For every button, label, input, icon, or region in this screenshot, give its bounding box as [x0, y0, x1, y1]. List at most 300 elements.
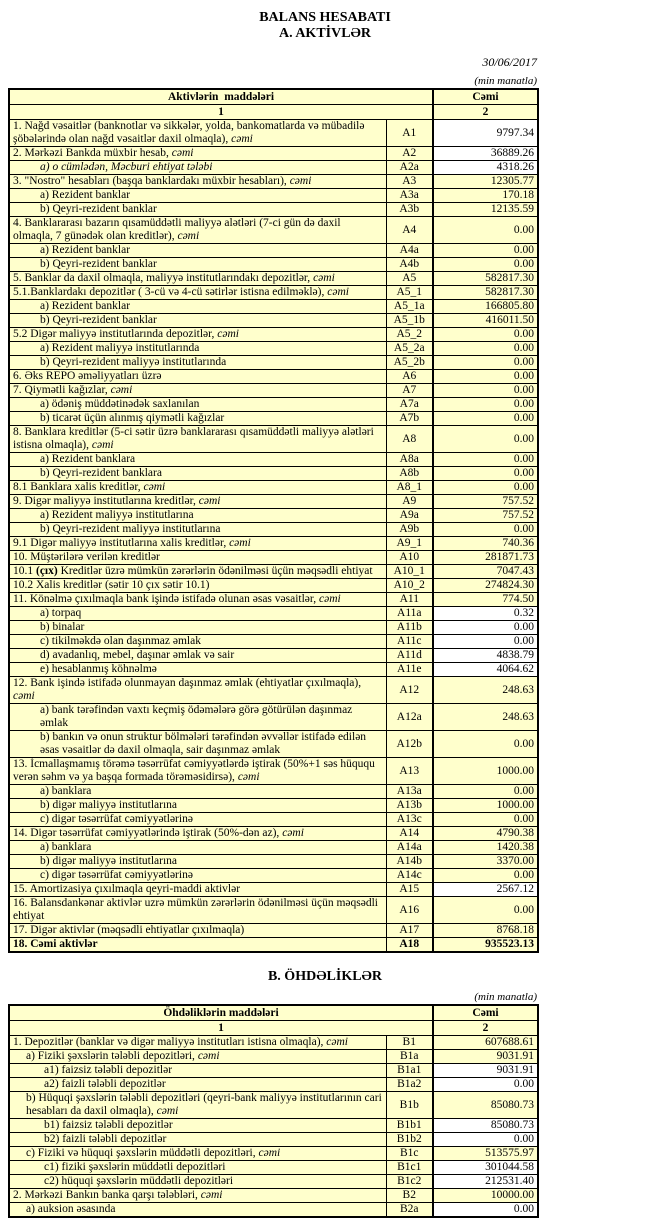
label-segment: 11. Könəlmə çıxılmaqla bank işində istifadə olunan əsas vəsaitlər,	[13, 593, 320, 605]
row-value-A8a: 0.00	[433, 453, 538, 467]
row-label-A10_2	[9, 579, 386, 593]
row-code-A3a: A3a	[386, 189, 433, 203]
label-segment: cəmi	[313, 272, 335, 284]
row-label-A14a	[9, 841, 386, 855]
label-segment: cəmi	[229, 537, 251, 549]
unit-note-liabilities: (min manatla)	[474, 991, 537, 1003]
row-code-B1c1: B1c1	[386, 1161, 433, 1175]
row-value-A5: 582817.30	[433, 272, 538, 286]
row-label-A14	[9, 827, 386, 841]
row-code-A11b: A11b	[386, 621, 433, 635]
label-segment: b) Qeyri-rezident banklar	[40, 258, 157, 270]
row-label-A13a	[9, 785, 386, 799]
row-code-A8_1: A8_1	[386, 481, 433, 495]
assets-row-A10_1	[9, 565, 538, 579]
row-value-A11c: 0.00	[433, 635, 538, 649]
label-segment: 8. Banklara kreditlər (5-ci sətir üzrə banklararası qısamüddətli maliyyə alətləri istisna olmaqla),	[13, 426, 374, 451]
row-value-B1c2: 212531.40	[433, 1175, 538, 1189]
row-label-A11e	[9, 663, 386, 677]
assets-items-column-header: Aktivlərin maddələri	[9, 89, 433, 105]
row-label-A17	[9, 924, 386, 938]
assets-row-A12	[9, 677, 538, 704]
liabilities-row-B1a2	[9, 1078, 538, 1092]
row-code-A12a: A12a	[386, 704, 433, 731]
row-code-B1b: B1b	[386, 1092, 433, 1119]
row-value-A12a: 248.63	[433, 704, 538, 731]
label-segment: b) Hüquqi şəxslərin tələbli depozitləri (qeyri-bank maliyyə institutlarının cari hesabları da daxil olmaqla),	[26, 1092, 382, 1117]
row-label-A13	[9, 758, 386, 785]
row-value-A3a: 170.18	[433, 189, 538, 203]
assets-row-A8	[9, 426, 538, 453]
row-code-B1b1: B1b1	[386, 1119, 433, 1133]
assets-row-A14b	[9, 855, 538, 869]
row-value-A5_1a: 166805.80	[433, 300, 538, 314]
row-label-A11	[9, 593, 386, 607]
row-label-A14b	[9, 855, 386, 869]
row-label-A9	[9, 495, 386, 509]
label-segment: a) Rezident maliyyə institutlarında	[40, 342, 200, 354]
row-code-A5_1b: A5_1b	[386, 314, 433, 328]
row-value-A5_2: 0.00	[433, 328, 538, 342]
label-segment: a) Rezident banklara	[40, 453, 136, 465]
row-label-B1c	[9, 1147, 386, 1161]
row-value-B1: 607688.61	[433, 1036, 538, 1050]
row-label-A7a	[9, 398, 386, 412]
label-segment: cəmi	[110, 384, 133, 396]
assets-row-A14c	[9, 869, 538, 883]
liabilities-row-B1b1	[9, 1119, 538, 1133]
row-code-A5_1: A5_1	[386, 286, 433, 300]
row-label-A5	[9, 272, 386, 286]
liabilities-table-body	[9, 1036, 538, 1218]
liabilities-items-column-header: Öhdəliklərin maddələri	[9, 1005, 433, 1021]
row-code-A9a: A9a	[386, 509, 433, 523]
row-value-B1a2: 0.00	[433, 1078, 538, 1092]
label-segment: cəmi	[237, 771, 260, 783]
label-segment: (çıx)	[36, 565, 58, 577]
row-value-A8_1: 0.00	[433, 481, 538, 495]
row-label-A12b	[9, 731, 386, 758]
row-code-A9: A9	[386, 495, 433, 509]
label-segment: c) tikilməkdə olan daşınmaz əmlak	[40, 635, 201, 647]
label-segment: a1) faizsiz tələbli depozitlər	[44, 1064, 173, 1076]
label-segment: 5.1.Banklardakı depozitlər ( 3-cü və 4-cü sətirlər istisna edilməklə),	[13, 286, 328, 298]
row-label-A7	[9, 384, 386, 398]
row-label-A11b	[9, 621, 386, 635]
label-segment: c) digər təsərrüfat cəmiyyətlərinə	[40, 813, 193, 825]
label-segment: cəmi	[319, 593, 341, 605]
row-value-A4: 0.00	[433, 217, 538, 244]
label-segment: 13. İcmallaşmamış törəmə təsərrüfat cəmiyyətlərdə iştirak (50%+1 səs hüququ verən səhm və ya başqa formada törəməsidirsə),	[13, 758, 375, 783]
row-label-A11a	[9, 607, 386, 621]
row-code-A14c: A14c	[386, 869, 433, 883]
label-segment: cəmi	[13, 690, 35, 702]
row-value-A15: 2567.12	[433, 883, 538, 897]
label-segment: Kreditlər üzrə mümkün zərərlərin ödənilməsi üçün məqsədli ehtiyat	[57, 565, 373, 577]
row-value-A2: 36889.26	[433, 147, 538, 161]
label-segment: 15. Amortizasiya çıxılmaqla qeyri-maddi aktivlər	[13, 883, 241, 895]
liabilities-row-B1c2	[9, 1175, 538, 1189]
row-code-A11d: A11d	[386, 649, 433, 663]
row-code-A14b: A14b	[386, 855, 433, 869]
row-label-A2a	[9, 161, 386, 175]
label-segment: a) torpaq	[40, 607, 82, 619]
row-code-A3: A3	[386, 175, 433, 189]
row-value-A14b: 3370.00	[433, 855, 538, 869]
assets-row-A14a	[9, 841, 538, 855]
row-label-B1a2	[9, 1078, 386, 1092]
row-label-B1a1	[9, 1064, 386, 1078]
row-label-B1b	[9, 1092, 386, 1119]
label-segment: b) binalar	[40, 621, 85, 633]
row-value-A13: 1000.00	[433, 758, 538, 785]
row-value-A9_1: 740.36	[433, 537, 538, 551]
assets-row-A5_1a	[9, 300, 538, 314]
assets-total-column-header: Cəmi	[433, 89, 538, 105]
row-value-B1c1: 301044.58	[433, 1161, 538, 1175]
row-label-A9_1	[9, 537, 386, 551]
assets-row-A11d	[9, 649, 538, 663]
assets-row-A4b	[9, 258, 538, 272]
row-code-B1c2: B1c2	[386, 1175, 433, 1189]
label-segment: b) Qeyri-rezident banklara	[40, 467, 162, 479]
assets-row-A3b	[9, 203, 538, 217]
assets-table-body	[9, 120, 538, 953]
row-value-B1b: 85080.73	[433, 1092, 538, 1119]
assets-row-A8b	[9, 467, 538, 481]
label-segment: c) digər təsərrüfat cəmiyyətlərinə	[40, 869, 193, 881]
assets-row-A8_1	[9, 481, 538, 495]
assets-header-row	[9, 89, 538, 105]
liabilities-colnum-1: 1	[9, 1021, 433, 1036]
label-segment: 5. Banklar da daxil olmaqla, maliyyə institutlarındakı depozitlər,	[13, 272, 314, 284]
row-code-B2a: B2a	[386, 1203, 433, 1218]
label-segment: b1) faizsiz tələbli depozitlər	[44, 1119, 173, 1131]
assets-row-A1	[9, 120, 538, 147]
label-segment: b) bankın və onun struktur bölmələri tərəfindən əvvəllər istifadə edilən əsas vəsaitlər də daxil olmaqla, sair daşınmaz əmlak	[40, 731, 367, 756]
row-code-B1b2: B1b2	[386, 1133, 433, 1147]
liabilities-row-B2a	[9, 1203, 538, 1218]
row-value-A13c: 0.00	[433, 813, 538, 827]
liabilities-row-B1c1	[9, 1161, 538, 1175]
label-segment: e) hesablanmış köhnəlmə	[40, 663, 157, 675]
row-value-A10_2: 274824.30	[433, 579, 538, 593]
label-segment: 9. Digər maliyyə institutlarına kreditlər,	[13, 495, 199, 507]
report-title: BALANS HESABATI	[259, 10, 391, 25]
row-code-A4b: A4b	[386, 258, 433, 272]
row-value-A13a: 0.00	[433, 785, 538, 799]
label-segment: a) Fiziki şəxslərin tələbli depozitləri,	[26, 1050, 198, 1062]
label-segment: b) Qeyri-rezident banklar	[40, 203, 157, 215]
row-code-A2: A2	[386, 147, 433, 161]
assets-row-A7	[9, 384, 538, 398]
row-label-B1b1	[9, 1119, 386, 1133]
row-code-A10: A10	[386, 551, 433, 565]
row-value-A4b: 0.00	[433, 258, 538, 272]
row-label-A4b	[9, 258, 386, 272]
row-code-B1: B1	[386, 1036, 433, 1050]
row-value-A11a: 0.32	[433, 607, 538, 621]
liabilities-row-B1a1	[9, 1064, 538, 1078]
row-code-A7b: A7b	[386, 412, 433, 426]
assets-row-A16	[9, 897, 538, 924]
row-value-A14: 4790.38	[433, 827, 538, 841]
row-code-A4a: A4a	[386, 244, 433, 258]
label-segment: 9.1 Digər maliyyə institutlarına xalis kreditlər,	[13, 537, 230, 549]
assets-row-A10_2	[9, 579, 538, 593]
row-value-A5_2b: 0.00	[433, 356, 538, 370]
assets-row-A12b	[9, 731, 538, 758]
assets-row-A5_1	[9, 286, 538, 300]
assets-row-A11a	[9, 607, 538, 621]
row-value-A5_1b: 416011.50	[433, 314, 538, 328]
label-segment: cəmi	[91, 439, 114, 451]
label-segment: 12. Bank işində istifadə olunmayan daşınmaz əmlak (ehtiyatlar çıxılmaqla),	[13, 677, 362, 689]
row-label-A3a	[9, 189, 386, 203]
label-segment: cəmi	[217, 328, 239, 340]
section-a-title: A. AKTİVLƏR	[278, 26, 372, 41]
liabilities-row-B1b2	[9, 1133, 538, 1147]
row-label-A6	[9, 370, 386, 384]
assets-row-A6	[9, 370, 538, 384]
row-code-B1c: B1c	[386, 1147, 433, 1161]
label-segment: 8.1 Banklara xalis kreditlər,	[13, 481, 144, 493]
row-label-A8b	[9, 467, 386, 481]
label-segment: a) Rezident banklar	[40, 300, 131, 312]
row-label-A2	[9, 147, 386, 161]
label-segment: cəmi	[326, 1036, 349, 1048]
assets-colnum-2: 2	[433, 105, 538, 120]
row-label-B2	[9, 1189, 386, 1203]
row-value-A18: 935523.13	[433, 938, 538, 953]
row-label-A7b	[9, 412, 386, 426]
label-segment: 14. Digər təsərrüfat cəmiyyətlərində iştirak (50%-dən az),	[13, 827, 283, 839]
row-code-A12: A12	[386, 677, 433, 704]
row-code-A8a: A8a	[386, 453, 433, 467]
assets-row-A11c	[9, 635, 538, 649]
report-date: 30/06/2017	[482, 55, 537, 69]
row-code-A15: A15	[386, 883, 433, 897]
assets-row-A4	[9, 217, 538, 244]
liabilities-row-B1	[9, 1036, 538, 1050]
label-segment: b2) faizli tələbli depozitlər	[44, 1133, 167, 1145]
row-value-A11d: 4838.79	[433, 649, 538, 663]
row-code-A7a: A7a	[386, 398, 433, 412]
row-value-A17: 8768.18	[433, 924, 538, 938]
assets-row-A10	[9, 551, 538, 565]
label-segment: cəmi	[258, 1147, 281, 1159]
row-label-A3b	[9, 203, 386, 217]
assets-row-A11	[9, 593, 538, 607]
row-label-A18	[9, 938, 386, 953]
row-label-B1b2	[9, 1133, 386, 1147]
row-label-A5_2	[9, 328, 386, 342]
row-code-A2a: A2a	[386, 161, 433, 175]
row-label-A4a	[9, 244, 386, 258]
row-label-A5_2a	[9, 342, 386, 356]
row-value-A14c: 0.00	[433, 869, 538, 883]
row-code-A14a: A14a	[386, 841, 433, 855]
label-segment: cəmi	[156, 1105, 179, 1117]
row-value-A8b: 0.00	[433, 467, 538, 481]
row-label-A12	[9, 677, 386, 704]
row-value-A9: 757.52	[433, 495, 538, 509]
liabilities-header-row	[9, 1005, 538, 1021]
assets-row-A3	[9, 175, 538, 189]
label-segment: a) banklara	[40, 785, 92, 797]
row-label-A9a	[9, 509, 386, 523]
row-label-A5_1a	[9, 300, 386, 314]
assets-row-A5_2a	[9, 342, 538, 356]
row-code-A5: A5	[386, 272, 433, 286]
row-value-A9b: 0.00	[433, 523, 538, 537]
row-value-B1b2: 0.00	[433, 1133, 538, 1147]
row-label-B1	[9, 1036, 386, 1050]
assets-row-A2a	[9, 161, 538, 175]
label-segment: cəmi	[282, 827, 304, 839]
row-code-A5_2b: A5_2b	[386, 356, 433, 370]
label-segment: a) bank tərəfindən vaxtı keçmiş ödəmələrə görə götürülən daşınmaz əmlak	[40, 704, 353, 729]
assets-row-A14	[9, 827, 538, 841]
row-label-A4	[9, 217, 386, 244]
row-code-A5_2: A5_2	[386, 328, 433, 342]
row-value-A2a: 4318.26	[433, 161, 538, 175]
assets-row-A13b	[9, 799, 538, 813]
liabilities-colnum-row	[9, 1021, 538, 1036]
label-segment: 1. Nağd vəsaitlər (banknotlar və sikkələr, yolda, bankomatlarda və mübadilə şöbələrində olan nağd vəsaitlər daxil olmaqla),	[13, 120, 365, 145]
assets-table	[8, 88, 539, 953]
row-code-A9_1: A9_1	[386, 537, 433, 551]
row-code-A13c: A13c	[386, 813, 433, 827]
assets-row-A4a	[9, 244, 538, 258]
label-segment: cəmi	[327, 286, 349, 298]
label-segment: 2. Mərkəzi Bankın banka qarşı tələbləri,	[13, 1189, 201, 1201]
assets-row-A5_1b	[9, 314, 538, 328]
row-code-A10_1: A10_1	[386, 565, 433, 579]
label-segment: b) Qeyri-rezident banklar	[40, 314, 157, 326]
row-label-A16	[9, 897, 386, 924]
liabilities-row-B1a	[9, 1050, 538, 1064]
label-segment: a) Rezident maliyyə institutlarına	[40, 509, 194, 521]
label-segment: 10. Müştərilərə verilən kreditlər	[13, 551, 160, 563]
label-segment: b) digər maliyyə institutlarına	[40, 799, 178, 811]
assets-row-A18	[9, 938, 538, 953]
liabilities-row-B1c	[9, 1147, 538, 1161]
row-value-A6: 0.00	[433, 370, 538, 384]
row-label-A8_1	[9, 481, 386, 495]
unit-note-assets: (min manatla)	[474, 75, 537, 87]
label-segment: a2) faizli tələbli depozitlər	[44, 1078, 166, 1090]
row-label-A5_1b	[9, 314, 386, 328]
row-value-A3: 12305.77	[433, 175, 538, 189]
liabilities-total-column-header: Cəmi	[433, 1005, 538, 1021]
liabilities-row-B2	[9, 1189, 538, 1203]
row-value-A8: 0.00	[433, 426, 538, 453]
assets-row-A8a	[9, 453, 538, 467]
row-label-A5_1	[9, 286, 386, 300]
label-segment: cəmi	[198, 495, 221, 507]
label-segment: c) Fiziki və hüquqi şəxslərin müddətli depozitləri,	[26, 1147, 259, 1159]
label-segment: 1. Depozitlər (banklar və digər maliyyə institutları istisna olmaqla),	[13, 1036, 327, 1048]
assets-row-A9_1	[9, 537, 538, 551]
assets-row-A13	[9, 758, 538, 785]
liabilities-row-B1b	[9, 1092, 538, 1119]
row-label-A9b	[9, 523, 386, 537]
label-segment: cəmi	[197, 1050, 220, 1062]
row-code-A8b: A8b	[386, 467, 433, 481]
row-value-A5_1: 582817.30	[433, 286, 538, 300]
assets-row-A13a	[9, 785, 538, 799]
row-label-A11c	[9, 635, 386, 649]
row-code-A7: A7	[386, 384, 433, 398]
row-value-A7: 0.00	[433, 384, 538, 398]
row-code-A11: A11	[386, 593, 433, 607]
label-segment: 5.2 Digər maliyyə institutlarında depozitlər,	[13, 328, 218, 340]
label-segment: c2) hüquqi şəxslərin müddətli depozitləri	[44, 1175, 234, 1187]
row-code-A5_1a: A5_1a	[386, 300, 433, 314]
row-value-A11: 774.50	[433, 593, 538, 607]
assets-row-A9	[9, 495, 538, 509]
row-label-B1c2	[9, 1175, 386, 1189]
row-value-B1b1: 85080.73	[433, 1119, 538, 1133]
assets-row-A11e	[9, 663, 538, 677]
label-segment: cəmi	[289, 175, 312, 187]
assets-row-A13c	[9, 813, 538, 827]
row-value-A5_2a: 0.00	[433, 342, 538, 356]
assets-row-A5	[9, 272, 538, 286]
row-label-A1	[9, 120, 386, 147]
row-code-A5_2a: A5_2a	[386, 342, 433, 356]
assets-row-A17	[9, 924, 538, 938]
label-segment: cəmi	[171, 147, 194, 159]
label-segment: b) Qeyri-rezident maliyyə institutlarında	[40, 356, 227, 368]
row-value-A11e: 4064.62	[433, 663, 538, 677]
label-segment: a) Rezident banklar	[40, 244, 131, 256]
row-value-A14a: 1420.38	[433, 841, 538, 855]
label-segment: cəmi	[143, 481, 166, 493]
row-value-A10_1: 7047.43	[433, 565, 538, 579]
row-code-A13b: A13b	[386, 799, 433, 813]
assets-row-A2	[9, 147, 538, 161]
row-label-A13c	[9, 813, 386, 827]
row-code-A14: A14	[386, 827, 433, 841]
label-segment: a) banklara	[40, 841, 92, 853]
label-segment: b) digər maliyyə institutlarına	[40, 855, 178, 867]
row-code-A11c: A11c	[386, 635, 433, 649]
label-segment: 10.1	[13, 565, 36, 577]
label-segment: 7. Qiymətli kağızlar,	[13, 384, 111, 396]
row-value-A16: 0.00	[433, 897, 538, 924]
label-segment: 18. Cəmi aktivlər	[13, 938, 98, 950]
assets-row-A12a	[9, 704, 538, 731]
row-label-A8a	[9, 453, 386, 467]
row-code-B1a: B1a	[386, 1050, 433, 1064]
row-label-B2a	[9, 1203, 386, 1218]
row-code-B1a2: B1a2	[386, 1078, 433, 1092]
row-code-A18: A18	[386, 938, 433, 953]
row-code-A1: A1	[386, 120, 433, 147]
label-segment: b) ticarət üçün alınmış qiymətli kağızlar	[40, 412, 225, 424]
label-segment: b) Qeyri-rezident maliyyə institutlarına	[40, 523, 221, 535]
row-code-A8: A8	[386, 426, 433, 453]
row-value-B1a: 9031.91	[433, 1050, 538, 1064]
assets-row-A9b	[9, 523, 538, 537]
label-segment: a) o cümlədən, Məcburi ehtiyat tələbi	[40, 161, 213, 173]
assets-row-A9a	[9, 509, 538, 523]
assets-row-A7a	[9, 398, 538, 412]
row-label-A10_1	[9, 565, 386, 579]
row-label-A10	[9, 551, 386, 565]
